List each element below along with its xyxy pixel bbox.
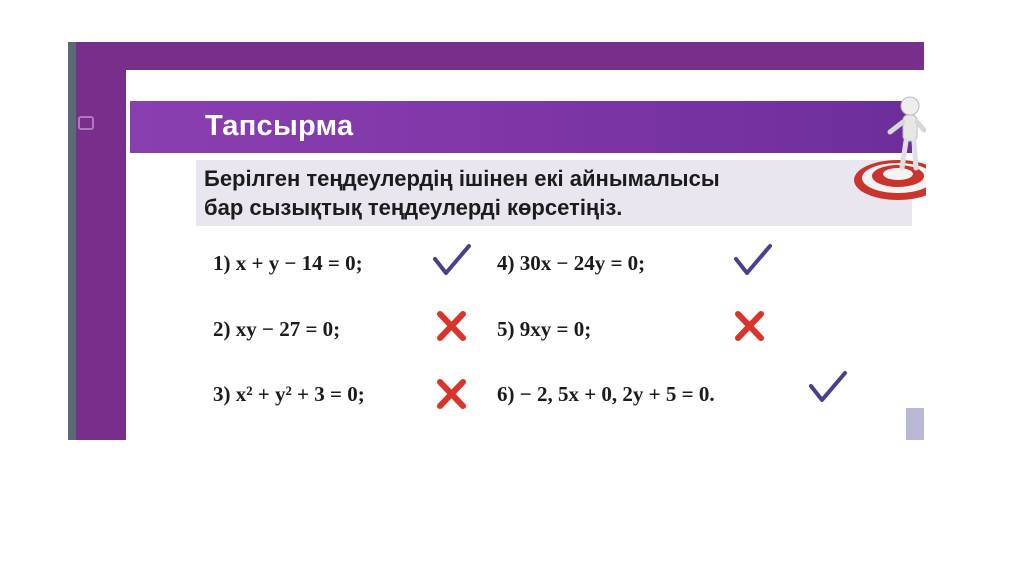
cross-icon [432, 376, 472, 412]
instruction-line-1: Берілген теңдеулердің ішінен екі айнымалысы [204, 166, 720, 191]
equation-3: 3) x² + y² + 3 = 0; [213, 382, 365, 406]
equation-4: 4) 30x − 24y = 0; [497, 251, 646, 275]
check-icon [808, 369, 848, 405]
left-strip [68, 42, 76, 440]
cross-icon [730, 308, 770, 344]
strip-glyph-icon [78, 116, 94, 130]
instruction-text [204, 164, 844, 222]
instruction-line-2: бар сызықтық теңдеулерді көрсетіңіз. [204, 195, 623, 220]
check-icon [733, 242, 773, 278]
target-figure-icon [846, 92, 926, 210]
side-bar [906, 408, 924, 440]
cross-icon [432, 308, 472, 344]
equation-2: 2) xy − 27 = 0; [213, 317, 341, 341]
equation-1: 1) x + y − 14 = 0; [213, 251, 363, 275]
equation-5: 5) 9xy = 0; [497, 317, 592, 341]
check-icon [432, 242, 472, 278]
slide-title: Тапсырма [205, 110, 354, 142]
equation-6: 6) − 2, 5x + 0, 2y + 5 = 0. [497, 382, 715, 406]
